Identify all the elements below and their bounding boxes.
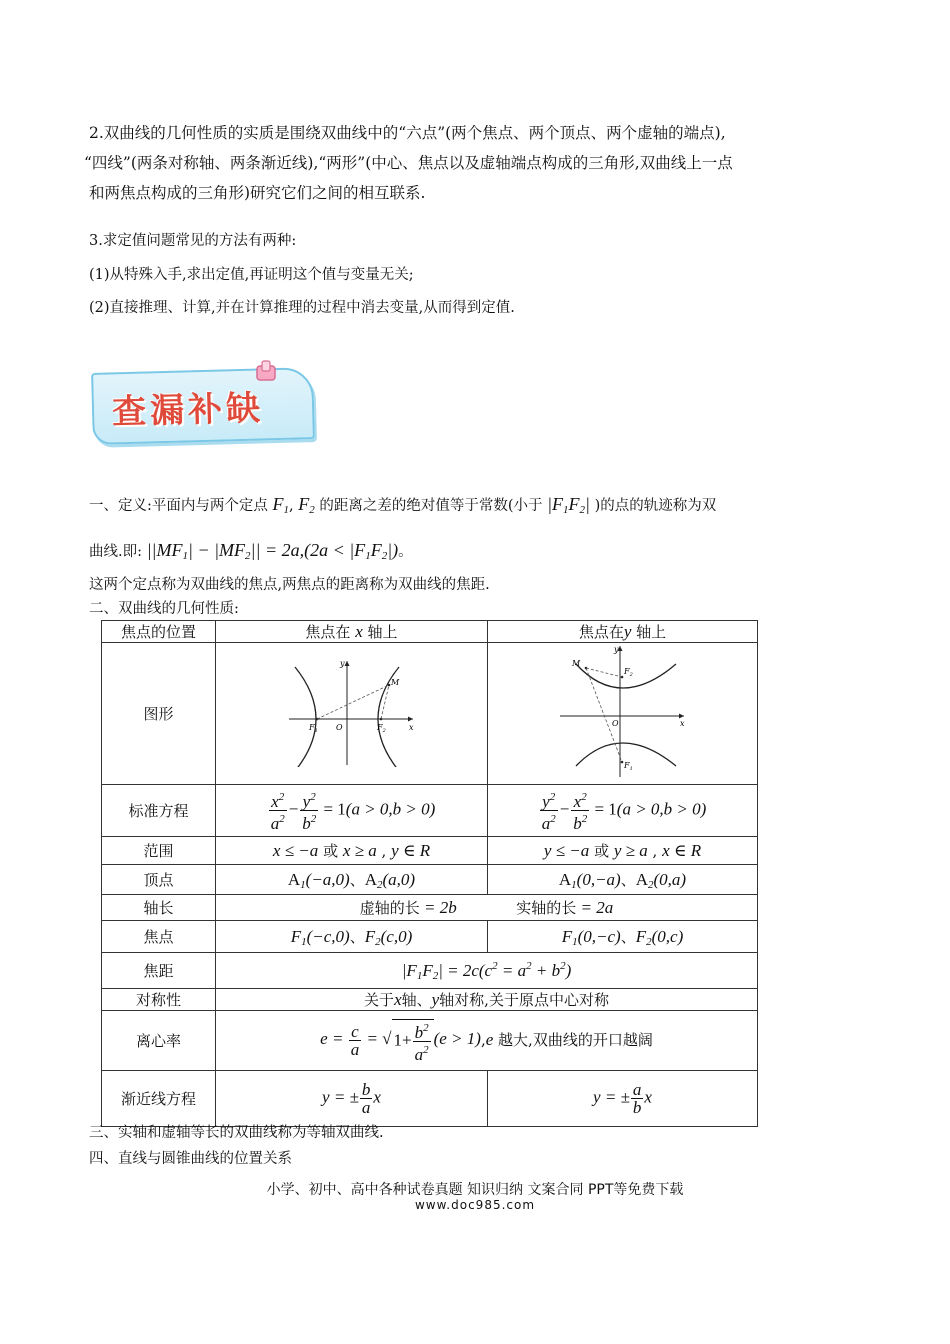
symmetry: 关于x轴、y轴对称,关于原点中心对称: [216, 989, 758, 1011]
svg-text:F2: $F_2$: [623, 667, 633, 678]
footer-website-link[interactable]: www.doc985.com: [414, 1198, 536, 1212]
label-vertex: 顶点: [102, 865, 216, 895]
graph-x-axis: [216, 643, 488, 785]
svg-text:F2: $F_2$: [376, 722, 386, 734]
label-eccentricity: 离心率: [102, 1011, 216, 1071]
math-f1: $F_1$: [272, 494, 289, 516]
label-focus: 焦点: [102, 921, 216, 953]
table-row: [102, 1011, 758, 1071]
focus-x-axis: $F_1(-c,0)$、$F_2(c,0)$: [216, 921, 488, 953]
footer-line1: 小学、初中、高中各种试卷真题 知识归纳 文案合同 PPT等免费下载: [266, 1182, 684, 1198]
intro-p3-title: 3.求定值问题常见的方法有两种:: [89, 233, 297, 249]
table-row: [102, 865, 758, 895]
math-f1f2-abs: $|F_1F_2|$: [547, 494, 590, 516]
table-row: [102, 921, 758, 953]
svg-text:x: x: [408, 722, 414, 732]
def-line1-b: 的距离之差的绝对值等于常数(小于: [319, 498, 543, 514]
range-y-axis: y ≤ −a 或 y ≥ a , x ∈ R: [488, 837, 758, 865]
vertex-x-axis: $A_1(-a,0)$、$A_2(a,0)$: [216, 865, 488, 895]
svg-text:y: y: [613, 645, 619, 654]
eccentricity: e = $\frac{c}{a}$ = √ 1+ $\frac{b^2}{a^2}$ (e > 1),e 越大,双曲线的开口越阔: [216, 1011, 758, 1071]
intro-p2-line1: 2.双曲线的几何性质的实质是围绕双曲线中的“六点”(两个焦点、两个顶点、两个虚轴的端点),: [89, 124, 726, 142]
banner-title: 查漏补缺: [111, 388, 265, 433]
def-line1-c: )的点的轨迹称为双: [594, 498, 717, 514]
table-row: [102, 643, 758, 785]
svg-text:O: O: [335, 722, 343, 732]
label-focal-distance: 焦距: [102, 953, 216, 989]
table-row: [102, 1071, 758, 1127]
def-line2: 曲线.即: $||MF_1| - |MF_2|| = 2a,(2a < |F_1F_2|)$。: [89, 540, 413, 562]
paperclip-icon: [253, 360, 279, 386]
table-row: [102, 837, 758, 865]
svg-text:y: y: [339, 658, 345, 668]
header-focus-position: 焦点的位置: [102, 621, 216, 643]
header-focus-x: 焦点在 x 轴上: [216, 621, 488, 643]
table-row: [102, 785, 758, 837]
intro-p3-item2: (2)直接推理、计算,并在计算推理的过程中消去变量,从而得到定值.: [89, 300, 515, 316]
hyperbola-x-graph: [287, 657, 417, 767]
def-line2-a: 曲线.即:: [89, 544, 142, 560]
label-range: 范围: [102, 837, 216, 865]
intro-p2-line2: “四线”(两条对称轴、两条渐近线),“两形”(中心、焦点以及虚轴端点构成的三角形,双曲线上一点: [84, 154, 733, 172]
label-asymptote: 渐近线方程: [102, 1071, 216, 1127]
svg-text:M: M: [390, 677, 399, 687]
range-x-axis: x ≤ −a 或 x ≥ a , y ∈ R: [216, 837, 488, 865]
hyperbola-properties-table: [101, 620, 758, 1127]
svg-text:F1: $F_1$: [308, 722, 318, 734]
focus-y-axis: $F_1(0,-c)$、$F_2(0,c)$: [488, 921, 758, 953]
label-axis-length: 轴长: [102, 895, 216, 921]
asymptote-y-axis: y = ± $\frac{a}{b}$ x: [488, 1071, 758, 1127]
table-row: [102, 895, 758, 921]
svg-text:x: x: [679, 719, 685, 728]
sec3-text: 三、实轴和虚轴等长的双曲线称为等轴双曲线.: [89, 1125, 384, 1141]
sec2-title: 二、双曲线的几何性质:: [89, 601, 239, 617]
svg-text:M: M: [571, 659, 580, 668]
section-banner: [91, 367, 315, 445]
vertex-y-axis: $A_1(0,-a)$、$A_2(0,a)$: [488, 865, 758, 895]
header-focus-y: 焦点在y 轴上: [488, 621, 758, 643]
table-row: [102, 953, 758, 989]
def-line1: 一、定义:平面内与两个定点 $F_1$, $F_2$ 的距离之差的绝对值等于常数(小于 $|F_1F_2|$ )的点的轨迹称为双: [89, 494, 717, 516]
asymptote-x-axis: y = ± $\frac{b}{a}$ x: [216, 1071, 488, 1127]
math-f2: $F_2$: [298, 494, 315, 516]
table-row: [102, 621, 758, 643]
label-standard-equation: 标准方程: [102, 785, 216, 837]
graph-y-axis: [488, 643, 758, 785]
eq-x-axis: $\frac{x^2}{a^2}$ − $\frac{y^2}{b^2}$ = 1(a > 0,b > 0): [216, 785, 488, 837]
math-definition: $||MF_1| - |MF_2|| = 2a,(2a < |F_1F_2|)$: [146, 540, 399, 562]
label-symmetry: 对称性: [102, 989, 216, 1011]
table-row: [102, 989, 758, 1011]
sec4-title: 四、直线与圆锥曲线的位置关系: [89, 1151, 292, 1167]
def-line3: 这两个定点称为双曲线的焦点,两焦点的距离称为双曲线的焦距.: [89, 577, 490, 593]
hyperbola-y-graph: [558, 644, 688, 779]
def-line1-a: 一、定义:平面内与两个定点: [89, 498, 268, 514]
intro-p3-item1: (1)从特殊入手,求出定值,再证明这个值与变量无关;: [89, 267, 414, 283]
intro-p2-line3: 和两焦点构成的三角形)研究它们之间的相互联系.: [89, 184, 426, 202]
eq-y-axis: $\frac{y^2}{a^2}$ − $\frac{x^2}{b^2}$ = 1(a > 0,b > 0): [488, 785, 758, 837]
axis-length: 虚轴的长 = 2b 实轴的长 = 2a: [216, 895, 758, 921]
svg-text:O: O: [611, 719, 619, 728]
focal-distance: $|F_1F_2| = 2c(c^2 = a^2 + b^2)$: [216, 953, 758, 989]
svg-text:F1: $F_1$: [623, 761, 633, 772]
label-graph: 图形: [102, 643, 216, 785]
